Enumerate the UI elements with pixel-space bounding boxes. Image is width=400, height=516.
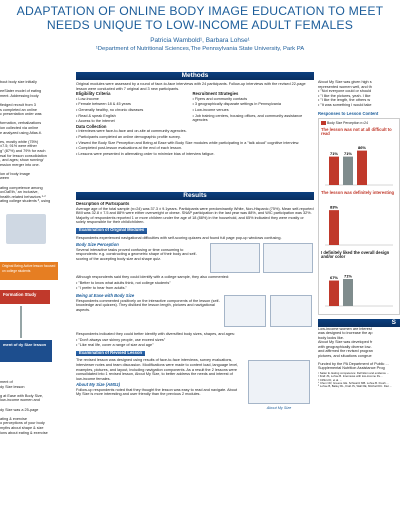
chart-bar [343, 157, 353, 185]
chart-title-1: The lesson was not at all difficult to read [321, 126, 392, 137]
reference-item: ⁵ Lohse B, Bailey RL, Krall JS, Wall DE, Mitchell DC. Diet ... [318, 384, 392, 389]
left-text-line: ating competence among [0, 185, 43, 190]
left-text-line: ion of body image [0, 171, 30, 176]
chart-value-label: 71% [343, 151, 353, 157]
eligibility-item: • Generally healthy, no chronic diseases [76, 108, 186, 113]
recruitment-item: • 3 geographically disparate settings in Pennsylvania [192, 102, 314, 107]
revised-lesson-heading: Examination of Revised Lesson [76, 351, 145, 357]
right-text-line: • "I like the pictures, yeah. I like [318, 93, 371, 98]
left-text-line: rsal for lesson consolidation [0, 153, 47, 158]
flow-arrow [20, 306, 22, 338]
left-text-line: ating college students ³, using [0, 199, 51, 204]
results-body [76, 202, 314, 514]
data-collection-title: Data Collection [76, 123, 107, 129]
poster-title [0, 4, 400, 32]
eligibility-item: • Low-income [76, 97, 186, 102]
chart-value-label: 83% [329, 204, 339, 210]
chart-bar [357, 151, 367, 185]
chart-bar [329, 280, 339, 305]
references [318, 372, 400, 389]
reference-item: ¹ Satter E. Eating competence: Definition and evidence ... [318, 370, 390, 375]
chart-value-label: 86% [357, 145, 367, 151]
left-text-line: dy Size lesson [0, 384, 25, 389]
summary-heading: S [318, 319, 400, 327]
lesson-screenshot [263, 243, 313, 273]
flow-box-original: Original Being Active lesson focused on college students [0, 262, 58, 280]
recruitment-item: • Flyers and community contacts [192, 97, 314, 102]
recruitment-item: • Job training centers, housing offices, and community assistance agencies [192, 114, 314, 123]
left-text-line: c presentation order was [0, 112, 42, 117]
bsp-text-2: Although respondents said they could identify with a college sample, they also commented: [76, 275, 230, 280]
ams-text: Follow-up respondents noted that they thought the lesson was easy to read and navigate. About My Size is more interesting and user friendly than the previous 2 modules. [76, 387, 238, 397]
left-column [0, 80, 74, 510]
lesson-screenshot [210, 243, 260, 273]
quote-item: • "Don't always use skinny people, use exceed sizes" [76, 338, 314, 343]
chart-bar [329, 157, 339, 185]
legend-label: Body Size Perception n=24 [326, 121, 368, 126]
right-intro [318, 80, 400, 108]
ams-title: About My Size (AMSz) [76, 382, 120, 388]
left-text-line: ions about eating & exercise [0, 430, 48, 435]
quote-item: • "Better to know what adults think, not college students" [76, 281, 314, 286]
poster-header [0, 0, 400, 62]
chart-value-label: 67% [329, 274, 339, 280]
participants-title: Description of Participants [76, 202, 130, 206]
data-collection-item: • Participants completed an online demographic profile survey. [76, 135, 314, 140]
lesson-screenshot [270, 295, 312, 327]
left-text-line: formation, verbalizations [0, 121, 42, 126]
reference-item: ² Krall JS, Lohse B. Interviews with low-income Pe... [318, 374, 383, 379]
left-text-line: o perceptions of your body [0, 421, 45, 426]
summary-line: was designed to increase the ap [318, 331, 373, 336]
participants-text: Average age of the total sample (n=24) was 37.3 ± 9.1years. Participants were predominantly White, Non-Hispanic (75%). Mean self-reported BMI was 32.8 ± 7.5 and 88% were either overweight or obese. SNAP participation in the last year was 88%, and WIC participation was 32%. Majority of respondents reported 1 or more children under the age of 18 (88%) in the household, and 65% indicated they were mostly or solely responsible for their child/children. [76, 206, 314, 225]
title-line-1: ADAPTATION OF ONLINE BODY IMAGE EDUCATION TO MEET [16, 4, 384, 18]
screenshot-pair-2 [224, 292, 314, 332]
methods-heading: Methods [76, 72, 314, 80]
title-line-2: NEEDS UNIQUE TO LOW-INCOME ADULT FEMALES [46, 18, 354, 32]
recruitment-list [192, 97, 314, 123]
eligibility-list [76, 97, 186, 124]
flow-box-formation: Formation Study [0, 290, 50, 304]
screenshot-pair-1 [210, 241, 314, 275]
right-column [318, 80, 400, 512]
left-text-block-2 [0, 380, 74, 435]
left-text-line: ±7.5; 91% were either [0, 144, 37, 149]
quote-item: • "Like real life, cover a range of size and age" [76, 343, 314, 348]
authors: Patricia Wambold¹, Barbara Lohse¹ [150, 37, 250, 44]
legend-swatch [321, 121, 326, 125]
chart-title-2: The lesson was definitely interesting [321, 189, 395, 195]
summary-line: pictures, and situations congrue [318, 354, 372, 359]
left-text-line: ion collected via online [0, 125, 39, 130]
quote-item: • "I prefer to hear from adults." [76, 286, 314, 291]
left-text-line: ment. Addressing body [0, 93, 39, 98]
right-text-line: represented women well, and th [318, 84, 372, 89]
left-text-line: bout body size initially [0, 80, 37, 84]
chart-value-label: 71% [343, 273, 353, 279]
bar-chart-interest [321, 195, 397, 249]
chart-value-label: 71% [329, 151, 339, 157]
left-text-block [0, 80, 74, 204]
ease-quotes [76, 338, 314, 348]
ease-text: Respondents commented positively on the interactive components of the lesson (self-knowledge and quizzes). They disliked the lesson length, pictures and navigational aspects. [76, 298, 220, 312]
flow-diagram [0, 260, 74, 380]
summary-line: body looks like. [318, 335, 344, 340]
summary-line: About My Size was developed fr [318, 340, 373, 345]
bar-chart-readability [321, 137, 397, 189]
bar-chart-design [321, 260, 397, 310]
left-text-line: s completed an online [0, 107, 37, 112]
left-text-line: ession merger into one. [0, 162, 40, 167]
left-text-line: ovOaEth,' an inclusive, [0, 190, 39, 195]
recruitment-title: Recruitment Strategies [192, 91, 239, 97]
revised-text: The revised lesson was designed using results of face-to-face interviews, survey evaluations, interviewer notes and team discussion. Modifications were made to content load, language level, examples, pictures, and layout, including navigation components. As a result the 2 lessons were consolidated into 1 revised lesson, About My Size, to better address the needs and interest of low-income females. [76, 358, 239, 381]
data-collection-item: • Viewed the Body Size Perception and Being at Ease with Body Size modules while participating in a "talk aloud" cognitive interview. [76, 141, 314, 146]
left-text-line: myths about shape & size [0, 425, 44, 430]
data-collection-item: • Lessons were presented in alternating order to minimize bias of interview fatigue. [76, 152, 314, 157]
left-text-line: g" (87%) and 79% for each [0, 148, 46, 153]
bsp-title: Body Size Perception [76, 242, 119, 248]
summary-text [318, 327, 400, 359]
summary-line: Low-income women are interest [318, 326, 372, 331]
responses-title: Responses to Lesson Content [318, 110, 379, 116]
original-modules-text: Respondents experienced navigational difficulties with self-scoring quizzes and found full page pop-up windows confusing. [76, 235, 282, 240]
left-text-line: low-income women and [0, 398, 40, 403]
funding-note: Funded by the PA Department of Public ... Supplemental Nutrition Assistance Prog [318, 361, 389, 371]
bsp-text: Several interactive tasks proved confusing or time consuming to respondents: e.g. constructing a geometric shape of their body and self-scoring of the accepting body size and shape quiz. [76, 247, 197, 261]
left-text-line: ween [0, 176, 10, 181]
computer-image-area [0, 208, 74, 260]
affiliation: ¹Department of Nutritional Sciences,The Pennsylvania State University, Park PA [95, 46, 305, 52]
about-my-size-screenshot [248, 360, 310, 404]
methods-intro: Original modules were assessed by a round of face-to-face interviews with 24 participants. Follow-up interviews with the revised 22-page lesson were conducted with 7 original and 3 new participants. [76, 82, 306, 91]
chart-legend [321, 121, 397, 126]
chart-title-3: I definitely liked the overall design and/or color [321, 249, 390, 260]
data-collection-item: • Interviews were face-to-face and on-site at community agencies. [76, 129, 314, 134]
right-text-line: About My Size was given high s [318, 80, 372, 84]
left-text-line: eeSlater model of eating [0, 89, 42, 94]
right-text-line: • "I like the length, the others w [318, 98, 371, 103]
charts-panel [318, 118, 400, 314]
left-text-line: e analyzed using Atlas.ti. [0, 130, 42, 135]
left-text-line: fledged recruit from 3 [0, 102, 36, 107]
recruitment-item: • Low-income venues [192, 108, 314, 113]
summary-line: with geographically diverse low- [318, 344, 372, 349]
left-text-line: g at Ease with Body Size, [0, 393, 44, 398]
eligibility-item: • Female between 18 & 45 years [76, 102, 186, 107]
about-my-size-figure [244, 358, 314, 411]
left-text-line: dy Size was a 25-page [0, 407, 39, 412]
eligibility-item: • Access to the internet [76, 119, 186, 124]
chart-bar [343, 279, 353, 306]
left-text-line: , and ages; show running/ [0, 158, 44, 163]
eligibility-item: • Read & speak English [76, 114, 186, 119]
ease-text-2: Respondents indicated they could better identify with diversified body sizes, shapes, and ages: [76, 331, 235, 336]
reference-item: ⁴ Chen CR, Greene GE. Schwartz MB. Lohse B. Fresh ... [318, 381, 389, 386]
bsp-quotes [76, 281, 314, 291]
flow-box-development: ment of dy Size lesson [0, 340, 52, 362]
ease-title: Being at Ease with Body Size [76, 292, 135, 298]
original-modules-heading: Examination of Original Modules [76, 228, 147, 234]
reference-item: ³ Clifford D, et al. ... [318, 377, 343, 382]
data-collection-item: • Completed post-lesson evaluations at the end of each lesson. [76, 146, 314, 151]
left-text-line: health-related behaviors ¹·² [0, 194, 46, 199]
eligibility-title: Eligibility Criteria [76, 91, 111, 97]
data-collection-list [76, 129, 314, 156]
computer-image [6, 214, 46, 244]
summary-line: and affirmed the revised progran [318, 349, 373, 354]
left-text-line: ment of [0, 380, 13, 385]
right-text-line: • "Not everyone could or should [318, 89, 372, 94]
results-heading: Results [76, 192, 314, 200]
chart-bar [329, 210, 339, 245]
left-text-line: es, mostly white (75%) [0, 139, 39, 144]
left-text-line: ating & exercise [0, 416, 28, 421]
lesson-screenshot [224, 295, 266, 327]
about-my-size-caption: About My Size [266, 406, 292, 411]
right-text-line: • "It was something I would take [318, 102, 372, 107]
